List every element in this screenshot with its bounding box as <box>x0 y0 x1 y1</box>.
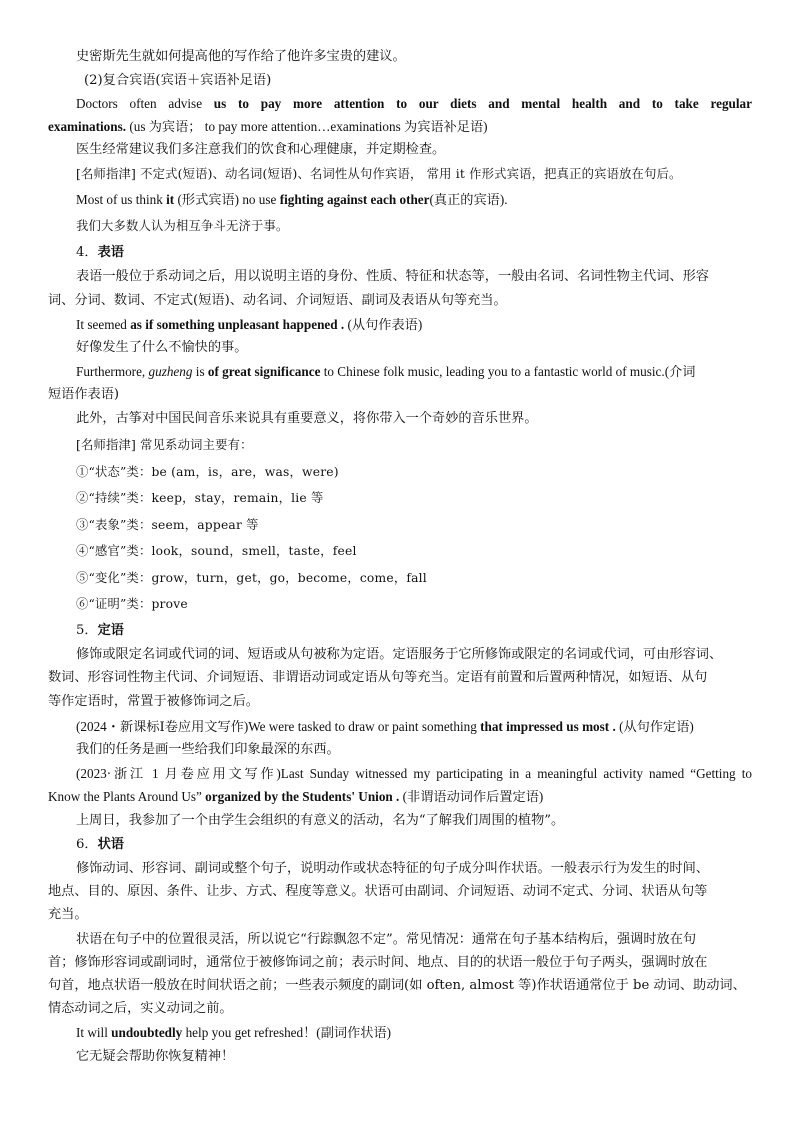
list-item <box>76 593 752 615</box>
line-text: 史密斯先生就如何提高他的写作给了他许多宝贵的建议。 <box>76 49 406 64</box>
text-line <box>48 904 752 926</box>
section-heading <box>76 834 752 856</box>
text-line <box>48 384 752 406</box>
line-text: (2)复合宾语(宾语＋宾语补足语) <box>84 73 272 88</box>
list-item <box>76 567 752 589</box>
section-number: 6． <box>76 837 98 852</box>
line-text: 表语一般位于系动词之后，用以说明主语的身份、性质、特征和状态等，一般由名词、名词性物主代词、形容 <box>76 269 709 284</box>
text-line <box>48 290 752 312</box>
plain-run: (us 为宾语； to pay more attention…examinations 为宾语补足语) <box>126 119 488 134</box>
line-text: 修饰动词、形容词、副词或整个句子，说明动作或状态特征的句子成分叫作状语。一般表示行为发生的时间、 <box>76 861 709 876</box>
plain-run: It seemed <box>76 317 131 332</box>
line-text: 我们大多数人认为相互争斗无济于事。 <box>76 219 289 233</box>
line-text: 修饰或限定名词或代词的词、短语或从句被称为定语。定语服务于它所修饰或限定的名词或代词，可由形容词、 <box>76 647 723 662</box>
bold-run: fighting against each other <box>279 192 430 207</box>
line-text: 句首，地点状语一般放在时间状语之前；一些表示频度的副词(如 often, almost 等)作状语通常位于 be 动词、助动词、 <box>48 978 746 993</box>
plain-run: Furthermore, <box>76 364 149 379</box>
plain-run: to Chinese folk music, leading you to a fantastic world of music.(介词 <box>320 364 696 379</box>
line-text: ②“持续”类：keep，stay，remain，lie 等 <box>76 491 324 505</box>
tip-line <box>76 163 752 185</box>
plain-run: Most of us think <box>76 192 167 207</box>
line-text: 好像发生了什么不愉快的事。 <box>76 340 248 355</box>
text-line <box>48 975 752 997</box>
line-text: ⑥“证明”类：prove <box>76 597 188 611</box>
bold-run: organized by the Students' Union . <box>205 789 400 804</box>
bold-run: us to pay more attention to our diets and mental health and to take regular <box>213 96 752 111</box>
line-text: 此外，古筝对中国民间音乐来说具有重要意义，将你带入一个奇妙的音乐世界。 <box>76 411 538 426</box>
list-item <box>76 461 752 483</box>
plain-run: (形式宾语) no use <box>174 192 280 207</box>
bold-run: it <box>166 192 175 207</box>
section-title: 状语 <box>97 837 124 852</box>
plain-run: (真正的宾语). <box>429 192 508 207</box>
plain-run: (非谓语动词作后置定语) <box>399 789 544 804</box>
translation-line <box>76 215 752 237</box>
line-text: ⑤“变化”类：grow，turn，get，go，become，come，fall <box>76 571 427 585</box>
tip-line <box>76 434 752 456</box>
translation-line <box>76 408 752 430</box>
text-line <box>48 881 752 903</box>
translation-line <box>76 139 752 161</box>
translation-line <box>76 739 752 761</box>
example-sentence <box>76 1022 752 1044</box>
section-heading <box>76 242 752 264</box>
example-sentence <box>48 786 752 808</box>
example-sentence <box>76 314 752 336</box>
line-text: 情态动词之后，实义动词之前。 <box>48 1001 233 1016</box>
plain-run: It will <box>76 1025 112 1040</box>
bold-run: examinations. <box>48 119 127 134</box>
example-sentence <box>76 361 752 383</box>
line-text: 状语在句子中的位置很灵活，所以说它“行踪飘忽不定”。常见情况：通常在句子基本结构后，强调时放在句 <box>76 932 697 947</box>
text-line <box>76 46 752 68</box>
line-text: 它无疑会帮助你恢复精神！ <box>76 1049 235 1064</box>
plain-run: (从句作表语) <box>344 317 423 332</box>
plain-run: is <box>192 364 208 379</box>
line-text: [名师指津] 常见系动词主要有： <box>76 438 253 452</box>
section-number: 5． <box>76 623 98 638</box>
translation-line <box>76 1046 752 1068</box>
text-line <box>48 667 752 689</box>
section-heading <box>76 620 752 642</box>
example-sentence <box>76 763 752 785</box>
line-text: 上周日，我参加了一个由学生会组织的有意义的活动，名为“了解我们周围的植物”。 <box>76 813 565 828</box>
line-text: 我们的任务是画一些给我们印象最深的东西。 <box>76 742 340 757</box>
section-title: 定语 <box>97 623 124 638</box>
bold-run: that impressed us most . <box>480 719 616 734</box>
list-item <box>76 487 752 509</box>
plain-run: help you get refreshed！(副词作状语) <box>182 1025 392 1040</box>
text-line <box>76 929 752 951</box>
line-text: 医生经常建议我们多注意我们的饮食和心理健康，并定期检查。 <box>76 142 446 157</box>
section-title: 表语 <box>97 245 124 260</box>
subheading <box>84 70 752 92</box>
line-text: ④“感官”类：look，sound，smell，taste，feel <box>76 544 357 558</box>
translation-line <box>76 337 752 359</box>
line-text: 短语作表语) <box>48 387 120 402</box>
bold-run: undoubtedly <box>111 1025 183 1040</box>
italic-run: guzheng <box>148 364 193 379</box>
line-text: 词、分词、数词、不定式(短语)、动名词、介词短语、副词及表语从句等充当。 <box>48 293 507 308</box>
line-text: 数词、形容词性物主代词、介词短语、非谓语动词或定语从句等充当。定语有前置和后置两种情况，如短语、从句 <box>48 670 708 685</box>
plain-run: Doctors often advise <box>76 96 214 111</box>
example-sentence <box>76 93 752 115</box>
list-item <box>76 514 752 536</box>
text-line <box>48 691 752 713</box>
line-text: 首；修饰形容词或副词时，通常位于被修饰词之前；表示时间、地点、目的的状语一般位于句子两头，强调时放在 <box>48 955 708 970</box>
list-item <box>76 540 752 562</box>
bold-run: of great significance <box>207 364 321 379</box>
example-sentence <box>48 116 752 138</box>
line-text: 充当。 <box>48 907 88 922</box>
line-text: 地点、目的、原因、条件、让步、方式、程度等意义。状语可由副词、介词短语、动词不定式、分词、状语从句等 <box>48 884 708 899</box>
plain-run: (2023·浙江 1 月卷应用文写作)Last Sunday witnessed my participating in a meaningful activity named “Getting to <box>76 766 752 781</box>
example-sentence <box>76 716 752 738</box>
text-line <box>76 266 752 288</box>
line-text: ①“状态”类：be (am，is，are，was，were) <box>76 465 339 479</box>
section-number: 4． <box>76 245 98 260</box>
text-line <box>48 952 752 974</box>
example-sentence <box>76 189 752 211</box>
text-line <box>48 998 752 1020</box>
line-text: 等作定语时，常置于被修饰词之后。 <box>48 694 259 709</box>
line-text: ③“表象”类：seem，appear 等 <box>76 518 259 532</box>
plain-run: Know the Plants Around Us” <box>48 789 206 804</box>
translation-line <box>76 810 752 832</box>
bold-run: as if something unpleasant happened . <box>130 317 345 332</box>
plain-run: (2024・新课标Ⅰ卷应用文写作)We were tasked to draw or paint something <box>76 719 481 734</box>
text-line <box>76 644 752 666</box>
line-text: [名师指津] 不定式(短语)、动名词(短语)、名词性从句作宾语， 常用 it 作形式宾语，把真正的宾语放在句后。 <box>76 167 682 181</box>
text-line <box>76 858 752 880</box>
plain-run: (从句作定语) <box>615 719 694 734</box>
